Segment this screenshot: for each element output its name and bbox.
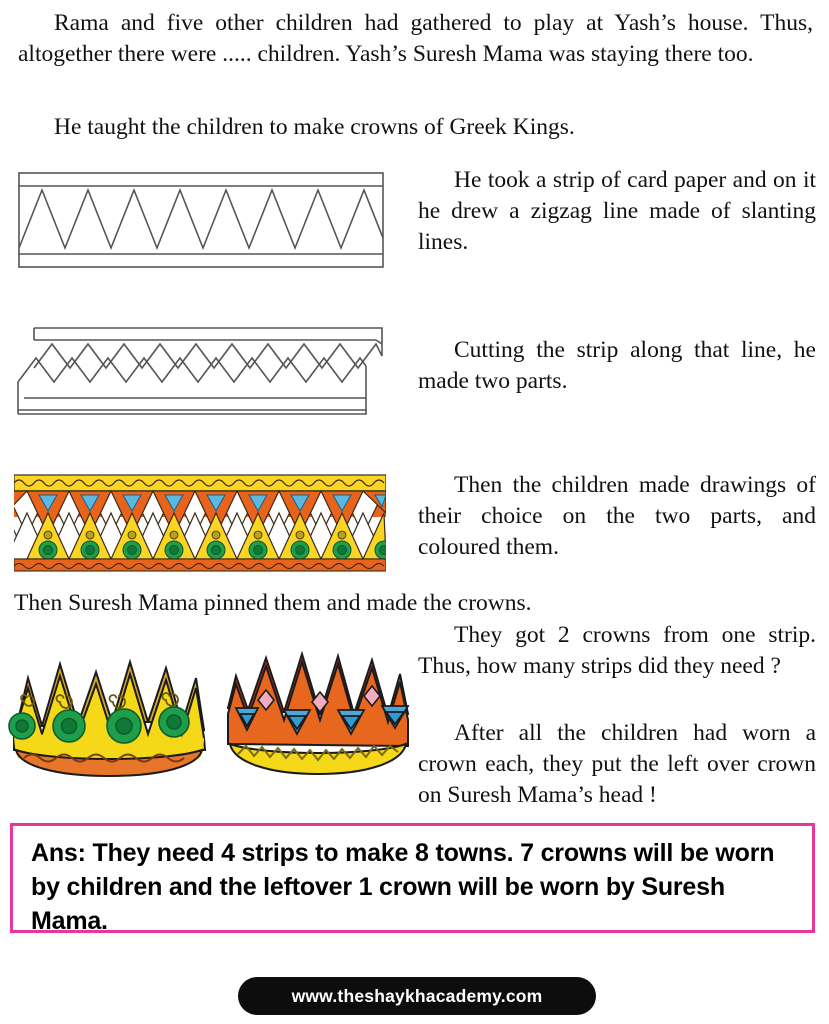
pinned-paragraph: Then Suresh Mama pinned them and made the crowns. bbox=[14, 590, 532, 616]
right-paragraph-3: Then the children made drawings of their choice on the two parts, and coloured them. bbox=[418, 472, 816, 560]
figure-coloured-strip bbox=[14, 473, 386, 572]
figure-plain-strip bbox=[18, 172, 384, 268]
answer-text: Ans: They need 4 strips to make 8 towns. 7 crowns will be worn by children and the leftover 1 crown will be worn by Suresh Mama. bbox=[31, 839, 775, 935]
intro-paragraph: Rama and five other children had gathered to play at Yash’s house. Thus, altogether there were ..... children. Yash’s Suresh Mama was staying there too. bbox=[18, 10, 813, 67]
footer-url-text: www.theshaykhacademy.com bbox=[291, 985, 543, 1006]
right-paragraph-5: After all the children had worn a crown each, they put the left over crown on Suresh Mama’s head ! bbox=[418, 720, 816, 808]
figure-orange-crown bbox=[222, 634, 412, 778]
footer-url-pill[interactable] bbox=[238, 977, 596, 1015]
taught-paragraph: He taught the children to make crowns of Greek Kings. bbox=[54, 114, 575, 140]
figure-yellow-crown bbox=[6, 634, 211, 778]
answer-box bbox=[10, 823, 815, 933]
figure-cut-strip bbox=[16, 316, 384, 424]
right-paragraph-4: They got 2 crowns from one strip. Thus, how many strips did they need ? bbox=[418, 622, 816, 679]
right-paragraph-2: Cutting the strip along that line, he made two parts. bbox=[418, 337, 816, 394]
right-paragraph-1: He took a strip of card paper and on it he drew a zigzag line made of slanting lines. bbox=[418, 167, 816, 255]
